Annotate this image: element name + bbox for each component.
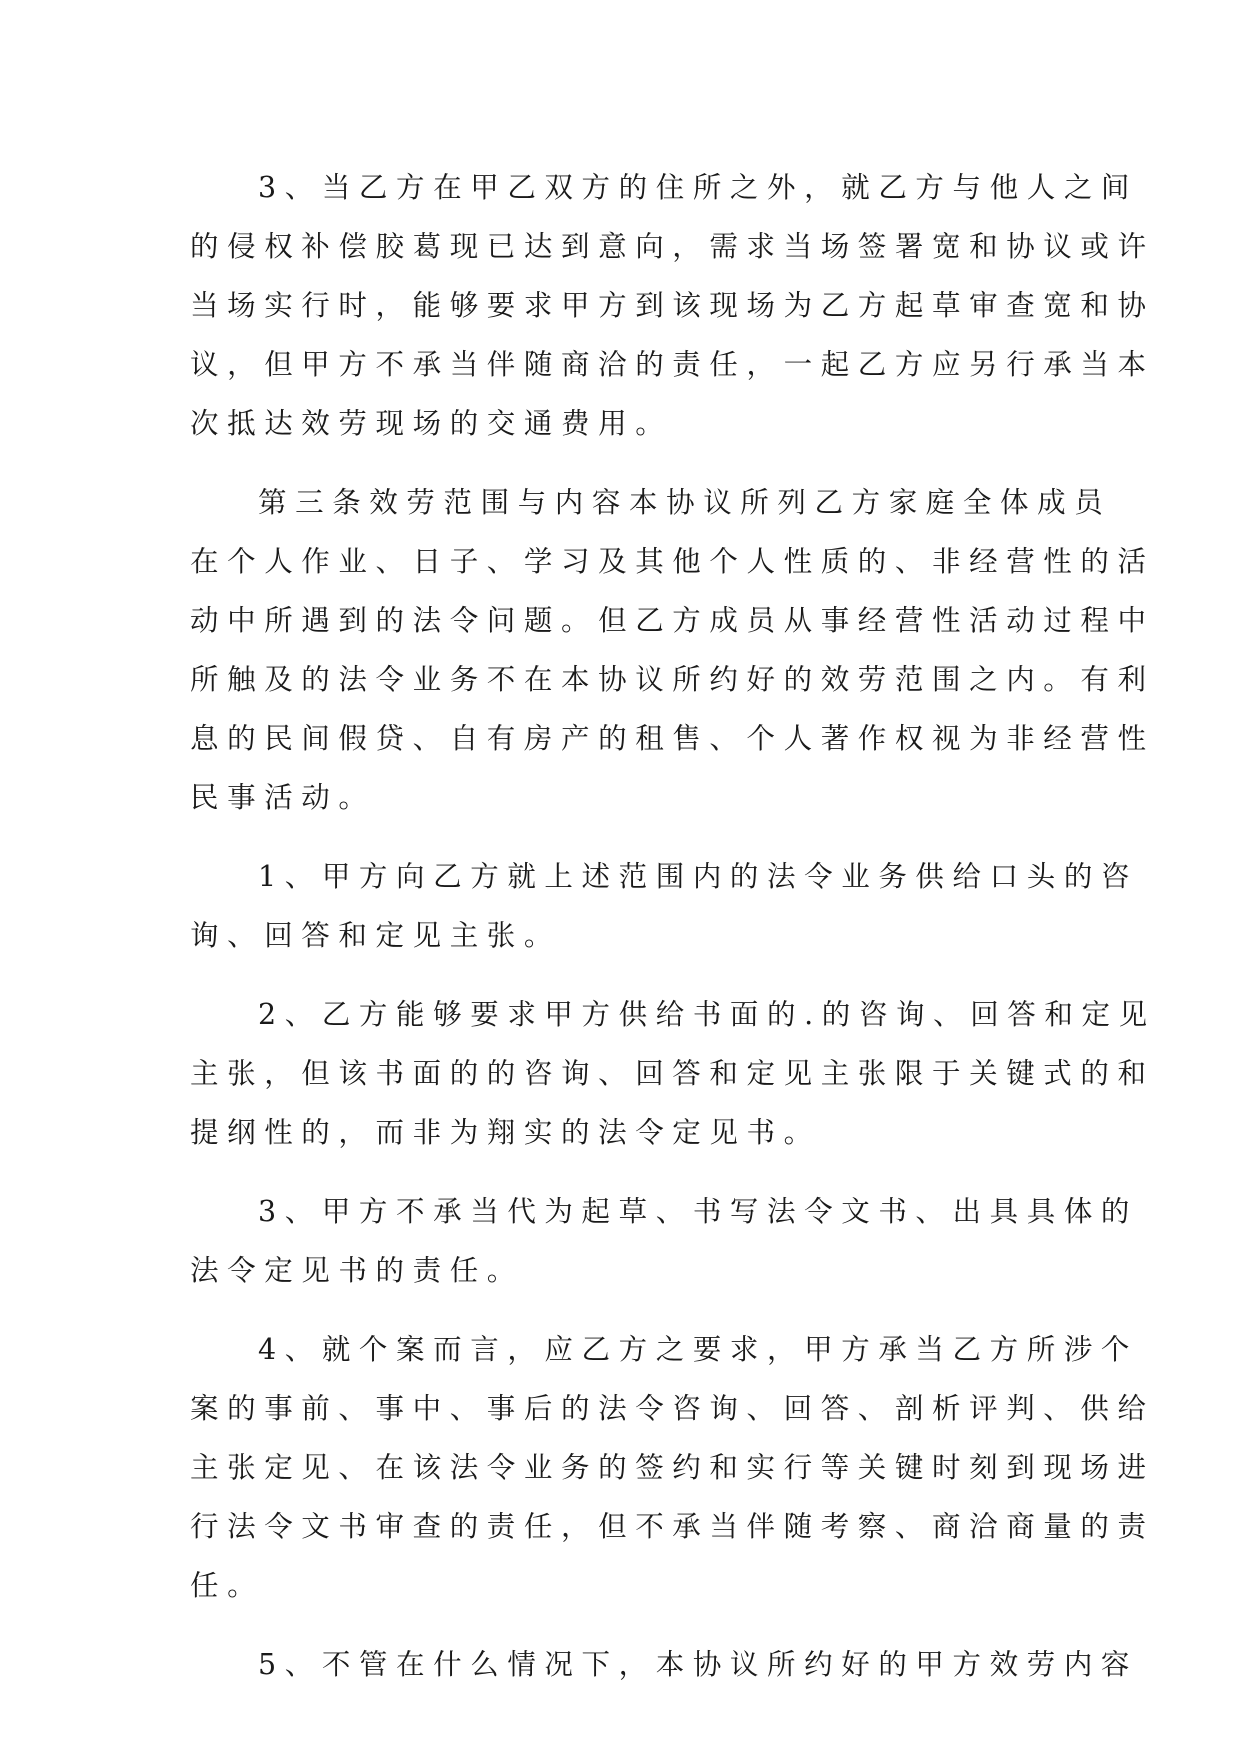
paragraph-item-3 [190, 1182, 1139, 1300]
text-line: 第三条效劳范围与内容本协议所列乙方家庭全体成员 [258, 486, 1112, 519]
paragraph-gap [190, 1162, 1050, 1182]
text-line: 1、甲方向乙方就上述范围内的法令业务供给口头的咨 [258, 860, 1139, 893]
text-line: 行法令文书审查的责任，但不承当伴随考察、商洽商量的责 [190, 1510, 1155, 1543]
text-line: 2、乙方能够要求甲方供给书面的.的咨询、回答和定见 [258, 998, 1156, 1031]
text-line: 5、不管在什么情况下，本协议所约好的甲方效劳内容 [258, 1648, 1139, 1681]
text-line: 当场实行时，能够要求甲方到该现场为乙方起草审查宽和协 [190, 289, 1155, 322]
paragraph-gap [190, 1300, 1050, 1320]
text-line: 法令定见书的责任。 [190, 1254, 524, 1287]
text-line: 动中所遇到的法令问题。但乙方成员从事经营性活动过程中 [190, 604, 1155, 637]
text-line: 3、甲方不承当代为起草、书写法令文书、出具具体的 [258, 1195, 1139, 1228]
text-line: 主张定见、在该法令业务的签约和实行等关键时刻到现场进 [190, 1451, 1155, 1484]
paragraph-item-2 [190, 985, 1156, 1162]
paragraph-gap [190, 1615, 1050, 1635]
paragraph-gap [190, 453, 1050, 473]
paragraph-article-3 [190, 473, 1155, 827]
text-line: 次抵达效劳现场的交通费用。 [190, 407, 673, 440]
text-line: 民事活动。 [190, 781, 376, 814]
paragraph-item-1 [190, 847, 1139, 965]
text-line: 案的事前、事中、事后的法令咨询、回答、剖析评判、供给 [190, 1392, 1155, 1425]
text-line: 询、回答和定见主张。 [190, 919, 562, 952]
text-line: 所触及的法令业务不在本协议所约好的效劳范围之内。有利 [190, 663, 1155, 696]
body-text [190, 158, 1156, 1694]
text-line: 任。 [190, 1569, 265, 1602]
text-line: 提纲性的，而非为翔实的法令定见书。 [190, 1116, 821, 1149]
paragraph-item-4 [190, 1320, 1155, 1615]
paragraph-clause-3 [190, 158, 1155, 453]
paragraph-gap [190, 827, 1050, 847]
text-line: 3、当乙方在甲乙双方的住所之外，就乙方与他人之间 [258, 171, 1139, 204]
text-line: 在个人作业、日子、学习及其他个人性质的、非经营性的活 [190, 545, 1155, 578]
paragraph-gap [190, 965, 1050, 985]
text-line: 主张，但该书面的的咨询、回答和定见主张限于关键式的和 [190, 1057, 1155, 1090]
text-line: 4、就个案而言，应乙方之要求，甲方承当乙方所涉个 [258, 1333, 1139, 1366]
text-line: 息的民间假贷、自有房产的租售、个人著作权视为非经营性 [190, 722, 1155, 755]
text-line: 的侵权补偿胶葛现已达到意向，需求当场签署宽和协议或许 [190, 230, 1155, 263]
paragraph-item-5 [190, 1635, 1139, 1694]
text-line: 议，但甲方不承当伴随商洽的责任，一起乙方应另行承当本 [190, 348, 1155, 381]
